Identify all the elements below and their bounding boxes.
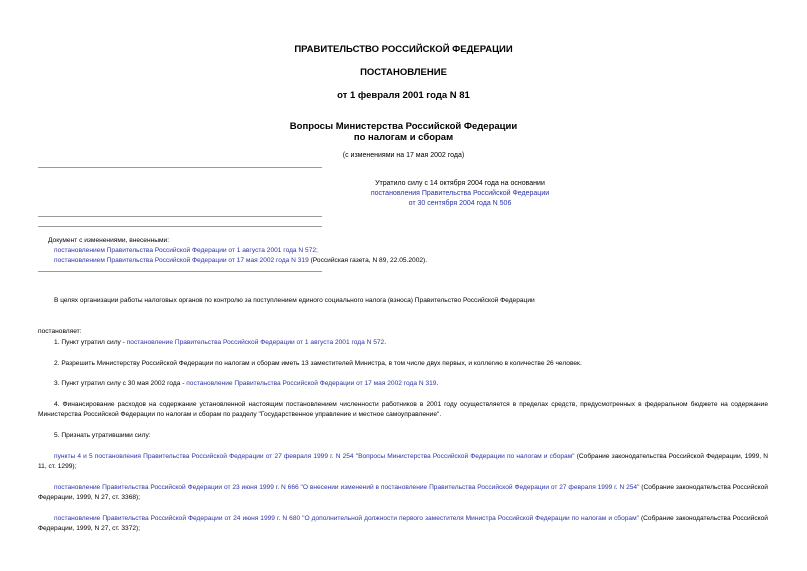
document-title-line2: по налогам и сборам xyxy=(353,132,454,143)
organization-heading: ПРАВИТЕЛЬСТВО РОССИЙСКОЙ ФЕДЕРАЦИИ xyxy=(294,44,513,55)
paragraph-4: 4. Финансирование расходов на содержание установленной настоящим постановлением численности работников в 2001 году осуществляется в пределах средств, предусмотренных в федеральном бюджете на содержание Министерства Российской Федерации по налогам и сборам по разделу "Государственное управление и местное самоуправление". xyxy=(38,401,768,418)
repealed-item-1-source: (Собрание законодательства Российской Федерации, 1999, N 11, ст. 1299); xyxy=(38,453,768,470)
paragraph-3-text: 3. Пункт утратил силу с 30 мая 2002 года - xyxy=(54,380,187,387)
expired-notice: Утратило силу с 14 октября 2004 года на основании xyxy=(375,180,545,187)
paragraph-2: 2. Разрешить Министерству Российской Федерации по налогам и сборам иметь 13 заместителей Министра, в том числе двух первых, и коллегию в количестве 26 человек. xyxy=(54,360,582,367)
expired-basis-link-line2[interactable]: от 30 сентября 2004 года N 506 xyxy=(408,200,512,207)
paragraph-1-text: 1. Пункт утратил силу - xyxy=(54,339,127,346)
document-type-heading: ПОСТАНОВЛЕНИЕ xyxy=(360,67,447,78)
repealed-item-2-link[interactable]: постановление Правительства Российской Федерации от 23 июня 1999 г. N 666 "О внесении изменений в постановление Правительства Российской Федерации от 27 февраля 1999 г. N 254" xyxy=(54,484,640,491)
paragraph-1-link[interactable]: постановление Правительства Российской Федерации от 1 августа 2001 года N 572 xyxy=(126,339,385,346)
repealed-item-1-link[interactable]: пункты 4 и 5 постановления Правительства Российской Федерации от 27 февраля 1999 г. N 254 "Вопросы Министерства Российской Федерации по налогам и сборам" xyxy=(54,453,575,460)
divider xyxy=(38,271,322,272)
amendment-link-319[interactable]: постановлением Правительства Российской Федерации от 17 мая 2002 года N 319 xyxy=(54,257,309,264)
resolves-label: постановляет: xyxy=(38,328,82,335)
paragraph-1 xyxy=(38,338,768,348)
document-title-line1: Вопросы Министерства Российской Федерации xyxy=(289,121,518,132)
amendments-label: Документ с изменениями, внесенными: xyxy=(48,237,170,244)
repealed-item-3-source: (Собрание законодательства Российской Федерации, 1999, N 27, ст. 3372); xyxy=(38,515,768,532)
amendment-link-572[interactable]: постановлением Правительства Российской Федерации от 1 августа 2001 года N 572; xyxy=(54,247,318,254)
divider xyxy=(38,226,322,227)
divider xyxy=(38,216,322,217)
divider xyxy=(38,167,322,168)
document-date-heading: от 1 февраля 2001 года N 81 xyxy=(337,90,470,101)
repealed-item-2 xyxy=(38,483,768,503)
repealed-item-2-source: (Собрание законодательства Российской Федерации, 1999, N 27, ст. 3368); xyxy=(38,484,768,501)
amendment-note: (с изменениями на 17 мая 2002 года) xyxy=(342,152,465,159)
paragraph-5: 5. Признать утратившими силу: xyxy=(54,432,151,439)
amendment-source: (Российская газета, N 89, 22.05.2002). xyxy=(308,257,428,264)
repealed-item-1 xyxy=(38,452,768,472)
paragraph-3 xyxy=(38,379,768,389)
preamble-paragraph: В целях организации работы налоговых органов по контролю за поступлением единого социального налога (взноса) Правительство Российской Федерации xyxy=(54,297,535,304)
paragraph-3-link[interactable]: постановление Правительства Российской Федерации от 17 мая 2002 года N 319 xyxy=(186,380,437,387)
repealed-item-3-link[interactable]: постановление Правительства Российской Федерации от 24 июня 1999 г. N 680 "О дополнительной должности первого заместителя Министра Российской Федерации по налогам и сборам" xyxy=(54,515,639,522)
repealed-item-3 xyxy=(38,514,768,534)
paragraph-1-end: . xyxy=(384,339,387,346)
amendment-item-319 xyxy=(54,256,427,266)
paragraph-3-end: . xyxy=(436,380,439,387)
expired-basis-link-line1[interactable]: постановления Правительства Российской Федерации xyxy=(370,190,550,197)
